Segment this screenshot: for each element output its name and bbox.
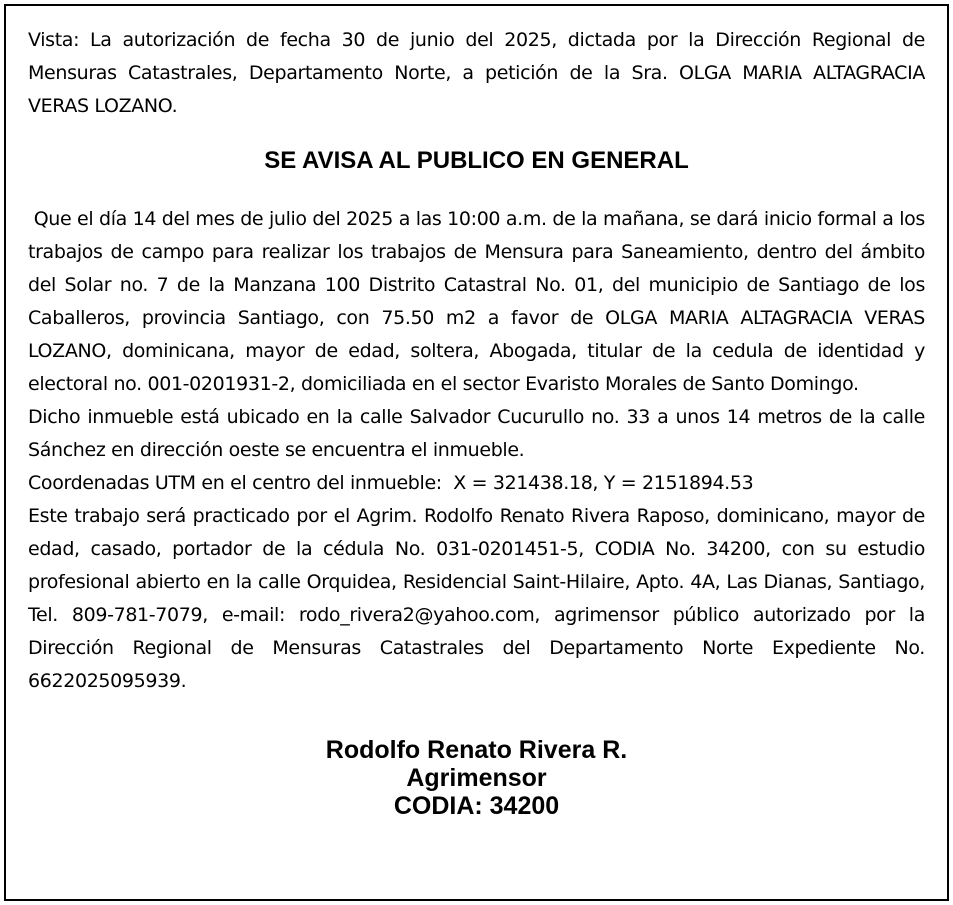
- signature-block: [28, 736, 925, 820]
- vista-paragraph: Vista: La autorización de fecha 30 de junio del 2025, dictada por la Dirección Regional de Mensuras Catastrales, Departamento Norte, a petición de la Sra. OLGA MARIA ALTAGRACIA VERAS LOZANO.: [28, 29, 925, 117]
- body-paragraph-surveyor: Este trabajo será practicado por el Agrim. Rodolfo Renato Rivera Raposo, dominicano, mayor de edad, casado, portador de la cédula No. 031-0201451-5, CODIA No. 34200, con su estudio profesional abierto en la calle Orquidea, Residencial Saint-Hilaire, Apto. 4A, Las Dianas, Santiago, Tel. 809-781-7079, e-mail: rodo_rivera2@yahoo.com, agrimensor público autorizado por la Dirección Regional de Mensuras Catastrales del Departamento Norte Expediente No. 6622025095939.: [28, 505, 925, 692]
- body-paragraph-coordinates: Coordenadas UTM en el centro del inmueble: X = 321438.18, Y = 2151894.53: [28, 472, 754, 494]
- body-paragraph-intro: Que el día 14 del mes de julio del 2025 a las 10:00 a.m. de la mañana, se dará inicio formal a los trabajos de campo para realizar los trabajos de Mensura para Saneamiento, dentro del ámbito del Solar no. 7 de la Manzana 100 Distrito Catastral No. 01, del municipio de Santiago de los Caballeros, provincia Santiago, con 75.50 m2 a favor de OLGA MARIA ALTAGRACIA VERAS LOZANO, dominicana, mayor de edad, soltera, Abogada, titular de la cedula de identidad y electoral no. 001-0201931-2, domiciliada en el sector Evaristo Morales de Santo Domingo.: [28, 208, 931, 395]
- notice-frame: [4, 4, 949, 901]
- body-paragraph-location: Dicho inmueble está ubicado en la calle Salvador Cucurullo no. 33 a unos 14 metros de la calle Sánchez en dirección oeste se encuentra el inmueble.: [28, 406, 925, 461]
- signature-title: Agrimensor: [406, 764, 547, 792]
- signature-codia: CODIA: 34200: [393, 792, 560, 820]
- notice-content: [28, 24, 931, 820]
- notice-heading: SE AVISA AL PUBLICO EN GENERAL: [264, 147, 689, 174]
- signature-name: Rodolfo Renato Rivera R.: [325, 736, 628, 764]
